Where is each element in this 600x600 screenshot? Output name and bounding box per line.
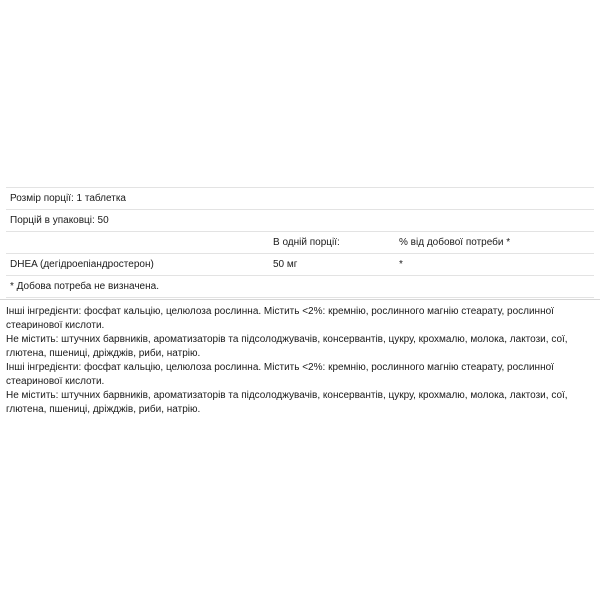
other-ingredients-text: Інші інгредієнти: фосфат кальцію, целюлоза рослинна. Містить <2%: кремнію, рослинного магнію стеарату, рослинної стеаринової кислоти. xyxy=(6,362,554,387)
serving-size: Розмір порції: 1 таблетка xyxy=(10,193,126,204)
other-ingredients-text: Інші інгредієнти: фосфат кальцію, целюлоза рослинна. Містить <2%: кремнію, рослинного магнію стеарату, рослинної стеаринової кислоти. xyxy=(6,306,554,331)
free-of-text: Не містить: штучних барвників, ароматизаторів та підсолоджувачів, консервантів, цукру, крохмалю, молока, лактози, сої, глютена, пшениці, дріжджів, риби, натрію. xyxy=(6,334,568,359)
per-serving-header: В одній порції: xyxy=(273,237,340,248)
serving-size-row xyxy=(6,188,594,210)
section-divider xyxy=(0,299,600,300)
supplement-facts-table xyxy=(6,187,594,298)
ingredient-daily-value: * xyxy=(399,259,403,270)
ingredient-name: DHEA (дегідроепіандростерон) xyxy=(10,259,154,270)
footnote-row xyxy=(6,276,594,298)
servings-per-container-row xyxy=(6,210,594,232)
table-row xyxy=(6,254,594,276)
table-header-row xyxy=(6,232,594,254)
daily-value-header: % від добової потреби * xyxy=(399,237,511,248)
ingredients-block xyxy=(6,361,586,417)
ingredient-amount: 50 мг xyxy=(273,259,298,270)
servings-per-container: Порцій в упаковці: 50 xyxy=(10,215,109,226)
free-of-text: Не містить: штучних барвників, ароматизаторів та підсолоджувачів, консервантів, цукру, крохмалю, молока, лактози, сої, глютена, пшениці, дріжджів, риби, натрію. xyxy=(6,390,568,415)
daily-value-footnote: * Добова потреба не визначена. xyxy=(10,281,159,292)
ingredients-block xyxy=(6,305,586,361)
